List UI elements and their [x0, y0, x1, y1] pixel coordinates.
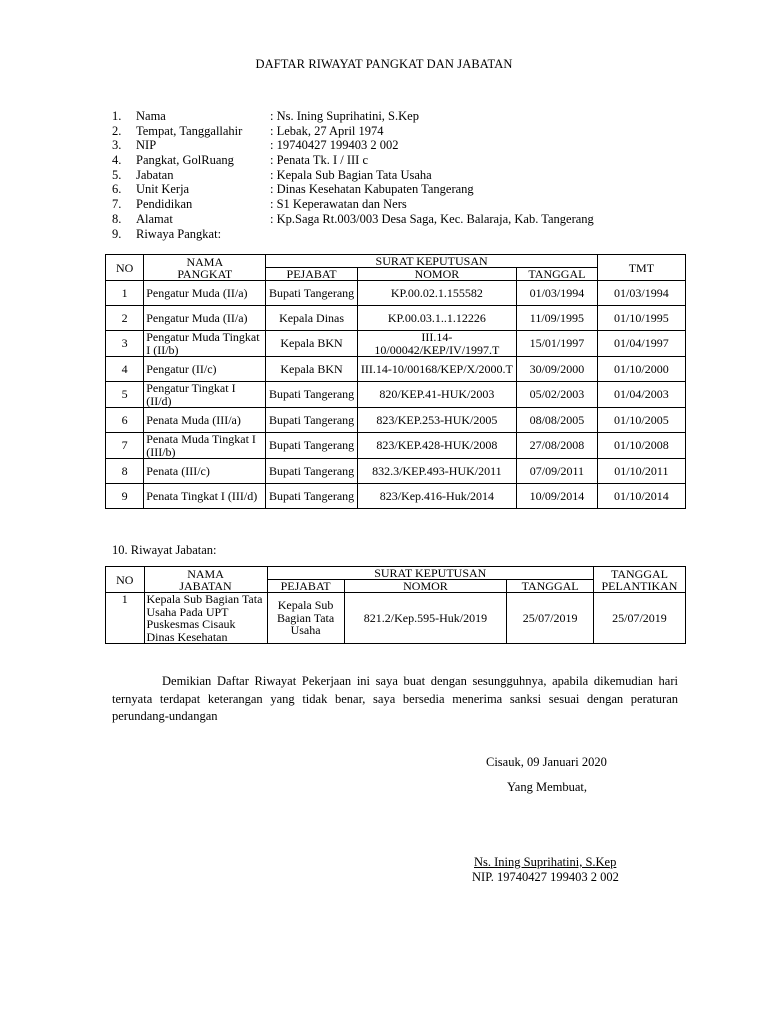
cell-no: 3 [106, 331, 144, 357]
identity-value: : Kepala Sub Bagian Tata Usaha [270, 167, 432, 182]
header-surat-keputusan: SURAT KEPUTUSAN [267, 567, 593, 580]
cell-tanggal: 30/09/2000 [517, 357, 598, 382]
identity-label: Jabatan [136, 167, 174, 182]
cell-tmt: 01/10/2005 [597, 408, 685, 433]
cell-no: 6 [106, 408, 144, 433]
cell-tanggal: 11/09/1995 [517, 306, 598, 331]
cell-nomor: 823/Kep.416-Huk/2014 [357, 484, 516, 509]
cell-no: 9 [106, 484, 144, 509]
cell-nomor: III.14-10/00168/KEP/X/2000.T [357, 357, 516, 382]
header-nama-line2: PANGKAT [177, 266, 233, 281]
cell-tanggal: 01/03/1994 [517, 281, 598, 306]
identity-number: 5. [112, 167, 122, 182]
cell-nomor: 820/KEP.41-HUK/2003 [357, 382, 516, 408]
cell-tanggal: 27/08/2008 [517, 433, 598, 459]
identity-value: : Kp.Saga Rt.003/003 Desa Saga, Kec. Balaraja, Kab. Tangerang [270, 211, 594, 226]
identity-value: : Dinas Kesehatan Kabupaten Tangerang [270, 182, 474, 197]
cell-nomor: 821.2/Kep.595-Huk/2019 [344, 593, 507, 644]
cell-tanggal: 05/02/2003 [517, 382, 598, 408]
header-tmt: TMT [597, 255, 685, 281]
riwayat-pangkat-table [105, 254, 686, 509]
cell-pejabat: Bupati Tangerang [266, 408, 357, 433]
cell-tmt: 01/10/2000 [597, 357, 685, 382]
table-row [106, 281, 686, 306]
cell-pelantikan: 25/07/2019 [593, 593, 685, 644]
header-pejabat: PEJABAT [266, 268, 357, 281]
cell-no: 7 [106, 433, 144, 459]
table-row [106, 593, 686, 644]
cell-pangkat: Penata (III/c) [144, 459, 266, 484]
identity-value: : Ns. Ining Suprihatini, S.Kep [270, 109, 419, 123]
header-pejabat: PEJABAT [267, 580, 344, 593]
identity-number: 9. [112, 226, 122, 241]
identity-label: Alamat [136, 211, 173, 226]
cell-pejabat: Bupati Tangerang [266, 382, 357, 408]
identity-label: Unit Kerja [136, 182, 190, 197]
header-nama-line2: JABATAN [179, 578, 232, 593]
header-nomor: NOMOR [357, 268, 516, 281]
cell-pangkat: Penata Muda Tingkat I (III/b) [144, 433, 266, 459]
cell-nomor: 823/KEP.428-HUK/2008 [357, 433, 516, 459]
identity-number: 6. [112, 182, 122, 197]
cell-no: 8 [106, 459, 144, 484]
signer-nip: NIP. 19740427 199403 2 002 [472, 870, 619, 884]
cell-pangkat: Penata Muda (III/a) [144, 408, 266, 433]
cell-nomor: III.14-10/00042/KEP/IV/1997.T [357, 331, 516, 357]
identity-value: : S1 Keperawatan dan Ners [270, 197, 407, 212]
header-tanggal: TANGGAL [517, 268, 598, 281]
cell-pangkat: Pengatur Muda (II/a) [144, 281, 266, 306]
cell-pejabat: Kepala BKN [266, 357, 357, 382]
identity-value: : Penata Tk. I / III c [270, 153, 368, 168]
cell-pangkat: Pengatur Tingkat I (II/d) [144, 382, 266, 408]
section-riwayat-jabatan-title: 10. Riwayat Jabatan: [112, 543, 217, 557]
identity-label: NIP [136, 138, 157, 153]
place-date: Cisauk, 09 Januari 2020 [486, 755, 607, 769]
cell-tanggal: 15/01/1997 [517, 331, 598, 357]
cell-tmt: 01/10/2011 [597, 459, 685, 484]
header-nama-line1: NAMA [186, 254, 224, 269]
table-row [106, 459, 686, 484]
identity-label: Nama [136, 109, 166, 123]
document-title: DAFTAR RIWAYAT PANGKAT DAN JABATAN [255, 57, 513, 71]
closing-statement: Demikian Daftar Riwayat Pekerjaan ini saya buat dengan sesungguhnya, apabila dikemudian hari ternyata terdapat keterangan yang tidak benar, saya bersedia menerima sanksi sesuai dengan peraturan perundang-undangan [112, 674, 678, 723]
cell-tmt: 01/10/2008 [597, 433, 685, 459]
header-no: NO [106, 255, 144, 281]
riwayat-jabatan-table [105, 566, 686, 644]
cell-pejabat: Bupati Tangerang [266, 484, 357, 509]
cell-tmt: 01/04/2003 [597, 382, 685, 408]
identity-label: Riwaya Pangkat: [136, 226, 222, 241]
cell-no: 2 [106, 306, 144, 331]
cell-pejabat: Kepala BKN [266, 331, 357, 357]
identity-value: : 19740427 199403 2 002 [270, 138, 399, 153]
cell-pangkat: Pengatur Muda (II/a) [144, 306, 266, 331]
identity-value: : Lebak, 27 April 1974 [270, 123, 384, 138]
header-nama-line1: NAMA [187, 566, 224, 581]
cell-no: 1 [106, 281, 144, 306]
table-row [106, 382, 686, 408]
header-no: NO [106, 567, 145, 593]
table-row [106, 331, 686, 357]
table-row [106, 433, 686, 459]
cell-tanggal: 10/09/2014 [517, 484, 598, 509]
table-row [106, 306, 686, 331]
header-nomor: NOMOR [344, 580, 507, 593]
identity-number: 1. [112, 109, 122, 123]
cell-pangkat: Pengatur Muda Tingkat I (II/b) [144, 331, 266, 357]
header-pelantikan-line1: TANGGAL [610, 566, 668, 581]
cell-no: 4 [106, 357, 144, 382]
cell-nomor: 823/KEP.253-HUK/2005 [357, 408, 516, 433]
cell-nomor: KP.00.02.1.155582 [357, 281, 516, 306]
cell-pejabat: Bupati Tangerang [266, 433, 357, 459]
cell-pejabat: Kepala Dinas [266, 306, 357, 331]
cell-tanggal: 07/09/2011 [517, 459, 598, 484]
cell-pejabat: Bupati Tangerang [266, 281, 357, 306]
identity-label: Pangkat, GolRuang [136, 153, 234, 168]
cell-pangkat: Pengatur (II/c) [144, 357, 266, 382]
identity-number: 7. [112, 197, 122, 212]
cell-tanggal: 25/07/2019 [507, 593, 594, 644]
cell-nomor: KP.00.03.1..1.12226 [357, 306, 516, 331]
header-tanggal-pelantikan [593, 567, 685, 593]
made-by-label: Yang Membuat, [507, 780, 587, 794]
cell-tanggal: 08/08/2005 [517, 408, 598, 433]
identity-number: 8. [112, 211, 122, 226]
table-row [106, 357, 686, 382]
cell-tmt: 01/10/1995 [597, 306, 685, 331]
identity-number: 3. [112, 138, 122, 153]
cell-no: 5 [106, 382, 144, 408]
identity-number: 2. [112, 123, 122, 138]
header-tanggal: TANGGAL [507, 580, 594, 593]
table-row [106, 484, 686, 509]
header-nama-jabatan [144, 567, 267, 593]
cell-no: 1 [106, 593, 145, 644]
identity-number: 4. [112, 153, 122, 168]
cell-jabatan: Kepala Sub Bagian Tata Usaha Pada UPT Puskesmas Cisauk Dinas Kesehatan [144, 593, 267, 644]
cell-tmt: 01/03/1994 [597, 281, 685, 306]
identity-label: Pendidikan [136, 197, 193, 212]
signer-name: Ns. Ining Suprihatini, S.Kep [474, 855, 617, 869]
table-row [106, 408, 686, 433]
cell-pangkat: Penata Tingkat I (III/d) [144, 484, 266, 509]
header-surat-keputusan: SURAT KEPUTUSAN [266, 255, 597, 268]
cell-pejabat: Bupati Tangerang [266, 459, 357, 484]
cell-pejabat: Kepala Sub Bagian Tata Usaha [267, 593, 344, 644]
identity-label: Tempat, Tanggallahir [136, 123, 243, 138]
header-nama-pangkat [144, 255, 266, 281]
header-pelantikan-line2: PELANTIKAN [601, 578, 678, 593]
cell-nomor: 832.3/KEP.493-HUK/2011 [357, 459, 516, 484]
cell-tmt: 01/04/1997 [597, 331, 685, 357]
cell-tmt: 01/10/2014 [597, 484, 685, 509]
